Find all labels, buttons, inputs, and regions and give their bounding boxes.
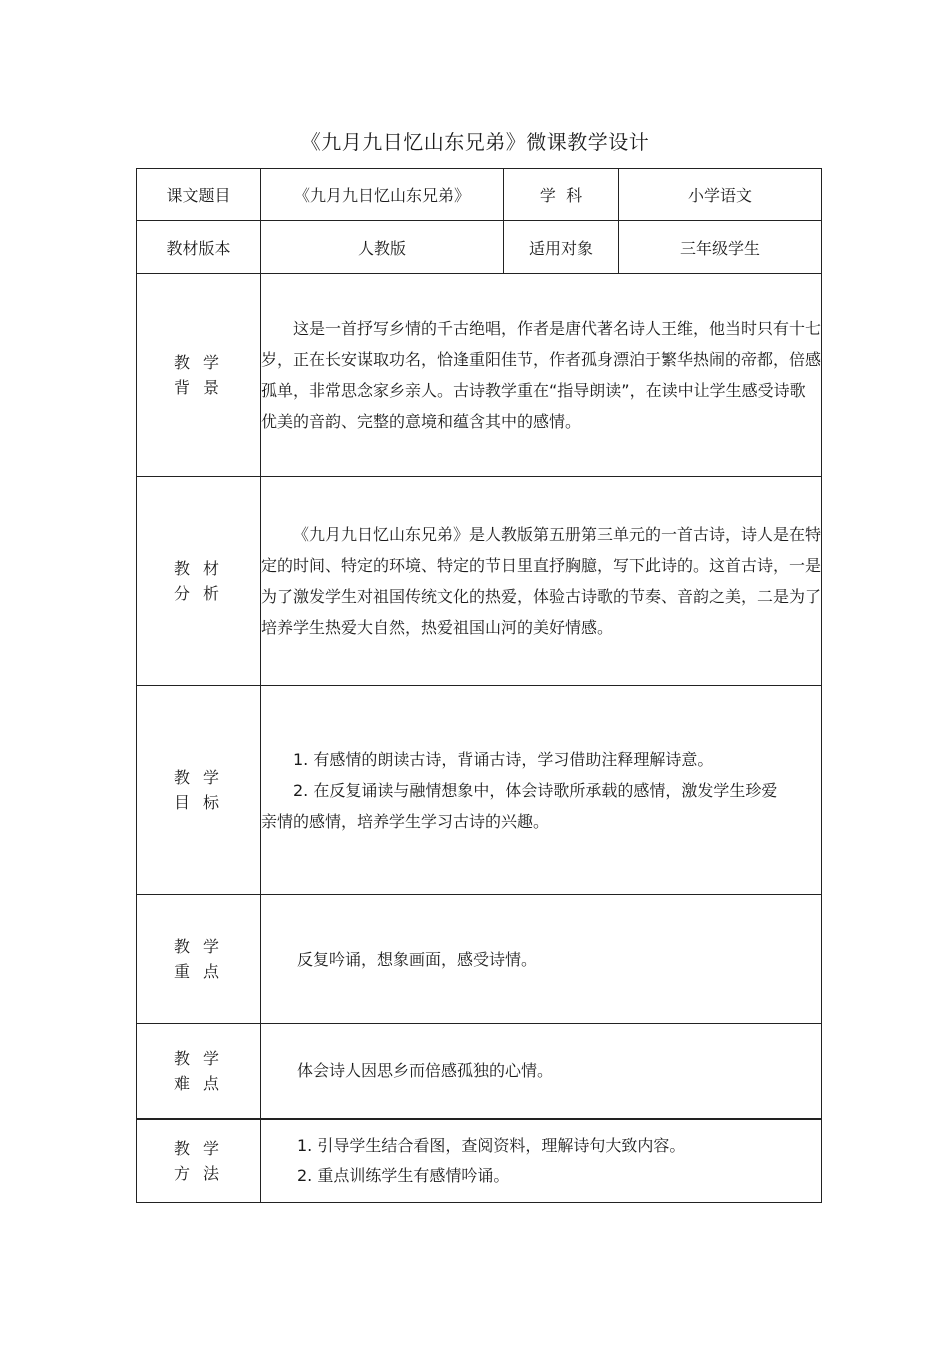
label-teaching-methods [137,1119,261,1203]
label-subject: 学 科 [504,169,619,221]
label-lesson-title: 课文题目 [137,169,261,221]
label-line: 背 景 [173,378,224,397]
lesson-design-table [136,168,822,1203]
goal-item: 1. 有感情的朗读古诗，背诵古诗，学习借助注释理解诗意。 [293,749,714,769]
label-line: 教 学 [173,353,224,372]
table-row [137,895,822,1024]
table-row [137,1119,822,1203]
table-row [137,686,822,895]
label-line: 教 学 [173,1138,224,1158]
label-teaching-background [137,274,261,477]
table-row [137,274,822,477]
table-row [137,221,822,274]
label-teaching-goals [137,686,261,895]
content-key-points [261,895,822,1024]
label-key-points [137,895,261,1024]
label-line: 教 材 [173,559,224,578]
content-difficulties [261,1024,822,1119]
table-row [137,169,822,221]
label-line: 方 法 [173,1163,224,1183]
content-material-analysis [261,477,822,686]
background-paragraph: 这是一首抒写乡情的千古绝唱，作者是唐代著名诗人王维，他当时只有十七岁，正在长安谋取功名，恰逢重阳佳节，作者孤身漂泊于繁华热闹的帝都，倍感孤单，非常思念家乡亲人。古诗教学重在“指导朗读”，在读中让学生感受诗歌优美的音韵、完整的意境和蕴含其中的感情。 [261,319,822,431]
analysis-paragraph: 《九月九日忆山东兄弟》是人教版第五册第三单元的一首古诗，诗人是在特定的时间、特定的环境、特定的节日里直抒胸臆，写下此诗的。这首古诗，一是为了激发学生对祖国传统文化的热爱，体验古诗歌的节奏、音韵之美，二是为了培养学生热爱大自然，热爱祖国山河的美好情感。 [261,525,822,637]
content-teaching-background [261,274,822,477]
label-line: 教 学 [173,768,224,787]
label-target-audience: 适用对象 [504,221,619,274]
label-line: 教 学 [173,1048,224,1068]
page-title: 《九月九日忆山东兄弟》微课教学设计 [300,130,650,154]
value-subject: 小学语文 [619,169,822,221]
label-difficulties [137,1024,261,1119]
label-material-analysis [137,477,261,686]
label-line: 教 学 [173,937,224,956]
method-item: 2. 重点训练学生有感情吟诵。 [297,1165,510,1185]
content-teaching-methods [261,1119,822,1203]
label-line: 重 点 [173,962,224,981]
label-line: 难 点 [173,1073,224,1093]
value-textbook-edition: 人教版 [261,221,504,274]
goal-item: 2. 在反复诵读与融情想象中，体会诗歌所承载的感情，激发学生珍爱亲情的感情，培养学生学习古诗的兴趣。 [261,780,778,831]
content-teaching-goals [261,686,822,895]
key-points-text: 反复吟诵，想象画面，感受诗情。 [297,949,538,969]
method-item: 1. 引导学生结合看图，查阅资料，理解诗句大致内容。 [297,1135,686,1155]
label-line: 目 标 [173,793,224,812]
difficulties-text: 体会诗人因思乡而倍感孤独的心情。 [297,1061,554,1081]
table-row [137,477,822,686]
value-target-audience: 三年级学生 [619,221,822,274]
label-textbook-edition: 教材版本 [137,221,261,274]
value-lesson-title: 《九月九日忆山东兄弟》 [261,169,504,221]
table-row [137,1024,822,1119]
label-line: 分 析 [173,584,224,603]
